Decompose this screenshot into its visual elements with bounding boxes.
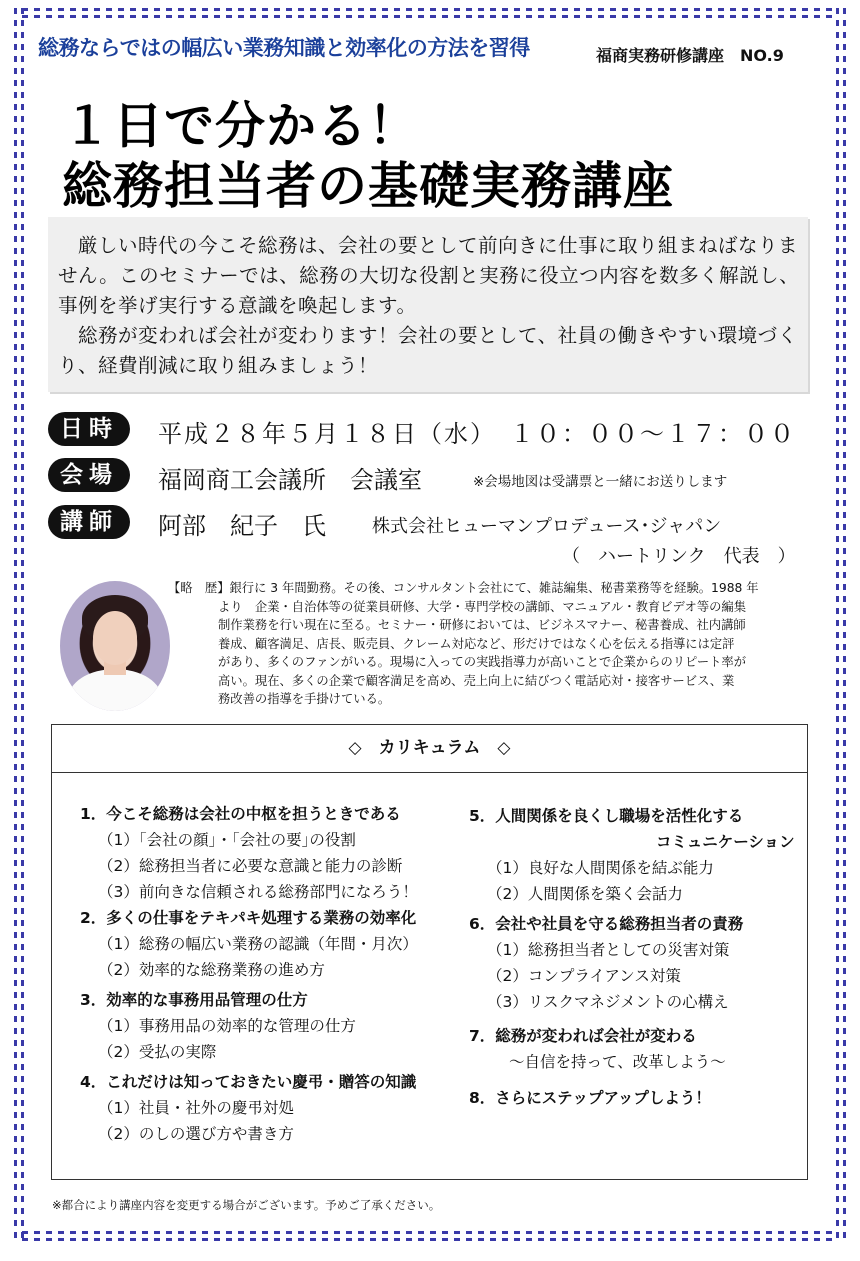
bio-line: 高い。現在、多くの企業で顧客満足を高め、売上向上に結びつく電話応対・接客サービス、業 [218,673,735,688]
curriculum-box [51,724,808,1180]
intro-box [48,217,808,392]
dashed-border-bottom [22,1231,834,1241]
curriculum-item: 8．さらにステップアップしよう！ [469,1089,711,1107]
curriculum-subitem: （1）事務用品の効率的な管理の仕方 [98,1017,356,1035]
curriculum-subitem: （2）受払の実際 [98,1043,217,1061]
curriculum-item: 5．人間関係を良くし職場を活性化する [469,807,744,825]
curriculum-right-column [469,803,795,1111]
curriculum-subitem: （1）総務担当者としての災害対策 [487,941,730,959]
lecturer-photo [60,581,170,711]
curriculum-subitem: （3）前向きな信頼される総務部門になろう！ [98,883,418,901]
lecturer-name: 阿部 紀子 氏 [158,512,326,540]
series-number: 福商実務研修講座 NO.9 [596,46,784,65]
bio-line: 務改善の指導を手掛けている。 [218,692,391,706]
curriculum-item-continued: コミュニケーション [656,833,795,851]
curriculum-subitem: （1）総務の幅広い業務の認識（年間・月次） [98,935,418,953]
venue-label: 会場 [48,458,130,492]
curriculum-subitem: （2）効率的な総務業務の進め方 [98,961,325,979]
curriculum-left-column [80,801,418,1147]
venue-value: 福岡商工会議所 会議室 [158,466,422,494]
lecturer-role: （ ハートリンク 代表 ） [562,546,796,567]
dashed-border-right [836,8,846,1241]
curriculum-subitem: （3）リスクマネジメントの心構え [487,993,729,1011]
curriculum-subitem: （1）社員・社外の慶弔対処 [98,1099,294,1117]
lecturer-label: 講師 [48,505,130,539]
dashed-border-top [22,8,834,18]
intro-paragraph-2: 総務が変われば会社が変わります！会社の要として、社員の働きやすい環境づくり、経費削減に取り組みましょう！ [58,324,798,377]
date-value: 平成２８年５月１８日（水） １０：００～１７：００ [158,420,796,448]
bio-line: 【略 歴】銀行に 3 年間勤務。その後、コンサルタント会社にて、雑誌編集、秘書業務等を経験。1988 年 [168,581,759,595]
curriculum-subitem: （2）総務担当者に必要な意識と能力の診断 [98,857,403,875]
date-label: 日時 [48,412,130,446]
lecturer-bio [168,579,782,709]
curriculum-subitem: （2）コンプライアンス対策 [487,967,681,985]
page-title-line2: 総務担当者の基礎実務講座 [62,157,674,215]
bio-line: があり、多くのファンがいる。現場に入っての実践指導力が高いことで企業からのリピート率が [218,655,747,669]
curriculum-item: 4．これだけは知っておきたい慶弔・贈答の知識 [80,1073,417,1091]
curriculum-subitem: （2）のしの選び方や書き方 [98,1125,294,1143]
lecturer-company: 株式会社ヒューマンプロデュース･ジャパン [372,516,722,537]
bio-line: 制作業務を行い現在に至る。セミナー・研修においては、ビジネスマナー、秘書養成、社内講師 [218,618,746,632]
curriculum-item: 1．今こそ総務は会社の中枢を担うときである [80,805,401,823]
venue-note: ※会場地図は受講票と一緒にお送りします [473,474,728,490]
curriculum-title: ◇ カリキュラム ◇ [52,725,807,773]
page-title-line1: １日で分かる！ [62,97,419,155]
curriculum-item-continued: ～自信を持って、改革しよう～ [509,1053,726,1071]
curriculum-subitem: （1）｢会社の顔｣・｢会社の要｣の役割 [98,831,356,849]
curriculum-item: 2．多くの仕事をテキパキ処理する業務の効率化 [80,909,417,927]
curriculum-subitem: （2）人間関係を築く会話力 [487,885,683,903]
bio-line: より 企業・自治体等の従業員研修、大学・専門学校の講師、マニュアル・教育ビデオ等の編集 [218,599,747,614]
curriculum-item: 7．総務が変われば会社が変わる [469,1027,697,1045]
bio-line: 養成、顧客満足、店長、販売員、クレーム対応など、形だけではなく心を伝える指導には定評 [218,636,735,651]
curriculum-item: 6．会社や社員を守る総務担当者の責務 [469,915,744,933]
intro-paragraph-1: 厳しい時代の今こそ総務は、会社の要として前向きに仕事に取り組まねばなりません。このセミナーでは、総務の大切な役割と実務に役立つ内容を数多く解説し、事例を挙げ実行する意識を喚起します。 [58,234,800,317]
tagline: 総務ならではの幅広い業務知識と効率化の方法を習得 [38,36,530,60]
dashed-border-left [14,8,24,1241]
curriculum-item: 3．効率的な事務用品管理の仕方 [80,991,308,1009]
curriculum-subitem: （1）良好な人間関係を結ぶ能力 [487,859,714,877]
footer-note: ※都合により講座内容を変更する場合がございます。予めご了承ください。 [52,1198,441,1212]
